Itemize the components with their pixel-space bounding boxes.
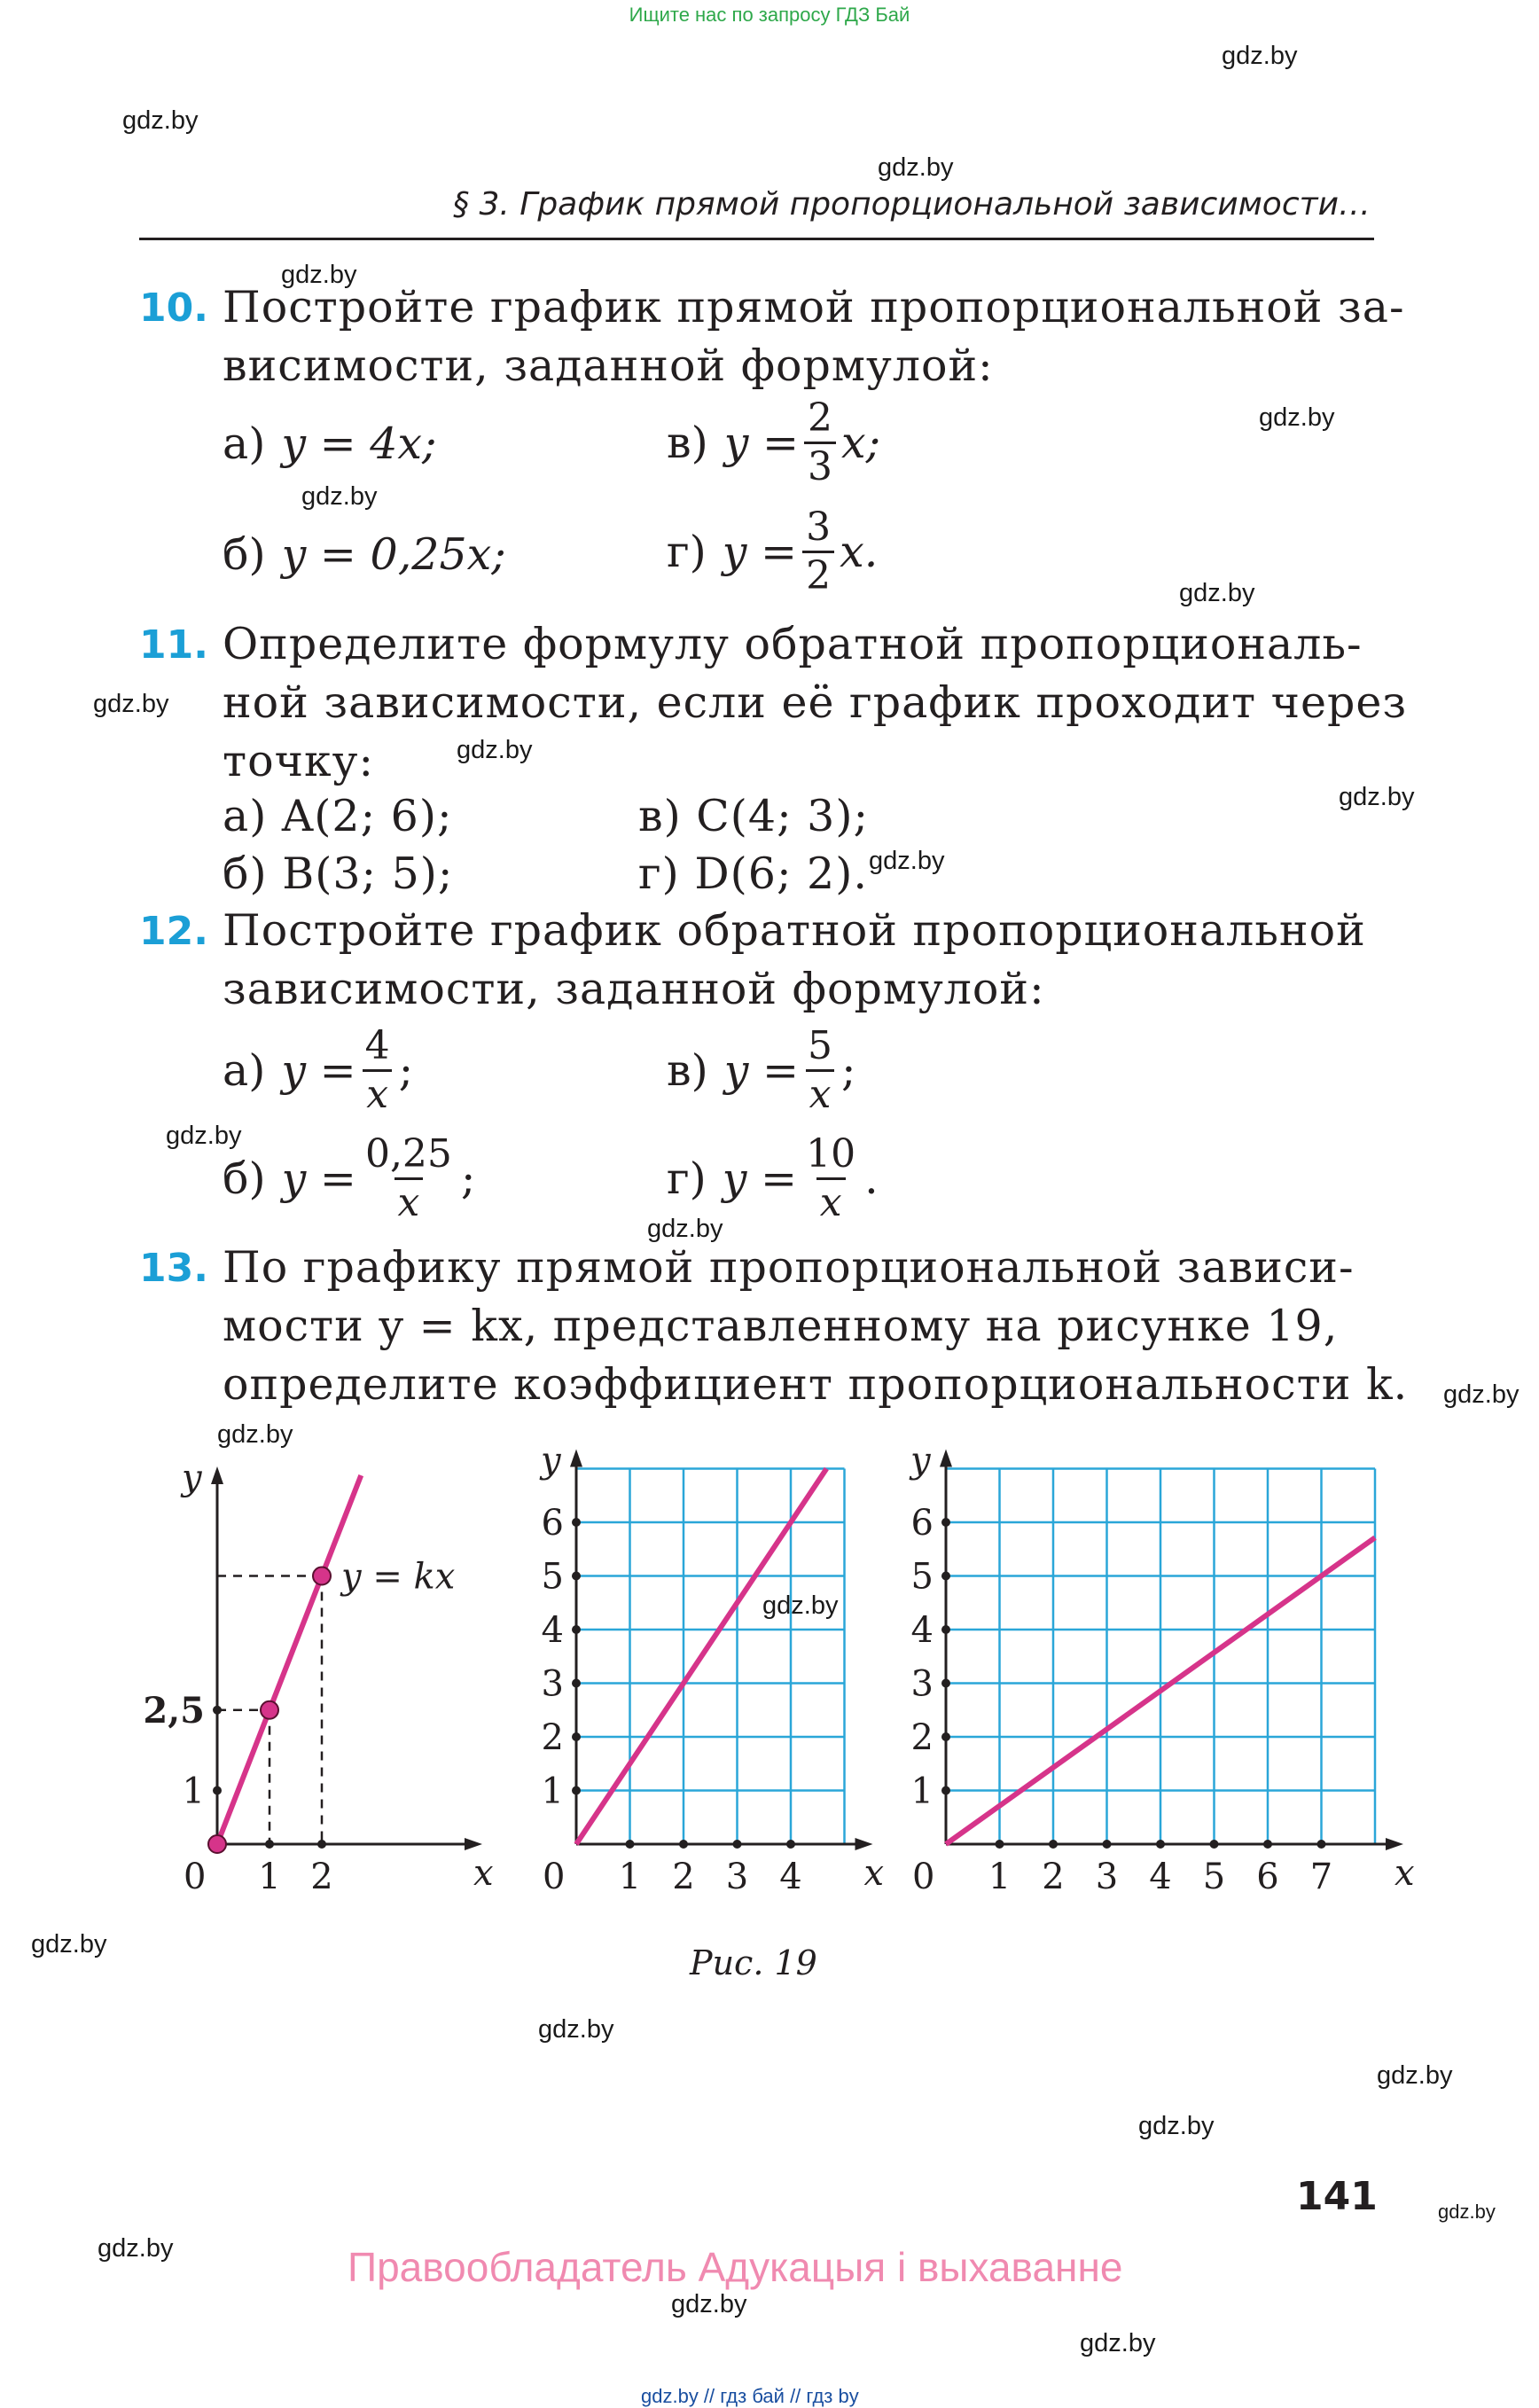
watermark: gdz.by [93, 690, 169, 718]
y-tick [572, 1572, 581, 1581]
option-label: а) [223, 418, 266, 469]
watermark: gdz.by [217, 1420, 293, 1449]
formula-lhs: y = [281, 1045, 356, 1096]
exercise-13-number: 13. [139, 1246, 208, 1291]
exercise-12-number: 12. [139, 909, 208, 954]
x-tick [1049, 1840, 1058, 1849]
option-label: б) [223, 1153, 266, 1204]
exercise-12-line-1: Постройте график обратной пропорциональной [223, 905, 1366, 956]
y-tick [572, 1732, 581, 1741]
y-tick-label: 3 [910, 1663, 934, 1705]
exercise-11-option-b: б) B(3; 5); [223, 848, 454, 899]
x-tick [626, 1840, 635, 1849]
formula-lhs: y = [722, 1153, 798, 1204]
watermark: gdz.by [869, 847, 945, 875]
x-tick-label: 5 [1202, 1857, 1226, 1897]
formula: y = 0,25x; [281, 529, 506, 580]
formula-lhs: y = [722, 527, 798, 577]
watermark: gdz.by [671, 2290, 747, 2318]
data-point [208, 1835, 226, 1853]
watermark: gdz.by [457, 736, 533, 764]
x-tick-label: 2 [310, 1857, 333, 1897]
x-tick [996, 1840, 1004, 1849]
y-tick-label: 4 [541, 1610, 564, 1651]
exercise-10-line-1: Постройте график прямой пропорциональной за- [223, 282, 1405, 332]
x-tick-label: 3 [1095, 1857, 1119, 1897]
y-tick [941, 1679, 950, 1688]
formula-rhs: x. [840, 527, 879, 577]
x-tick-label: 3 [725, 1857, 749, 1897]
option-label: б) [223, 529, 266, 580]
exercise-11-option-a: а) A(2; 6); [223, 791, 453, 841]
exercise-13-line-2: мости y = kx, представленному на рисунке 19, [223, 1301, 1339, 1351]
y-axis-arrow [570, 1450, 582, 1467]
watermark: gdz.by [281, 261, 357, 289]
data-point [261, 1701, 278, 1719]
x-tick [1263, 1840, 1272, 1849]
y-tick-label: 2 [541, 1717, 564, 1758]
y-tick [572, 1679, 581, 1688]
x-tick-label: 7 [1309, 1857, 1333, 1897]
data-point [313, 1568, 331, 1585]
formula-end: ; [398, 1045, 414, 1096]
x-axis-label: x [1394, 1853, 1415, 1894]
y-tick [572, 1786, 581, 1795]
exercise-12-line-2: зависимости, заданной формулой: [223, 964, 1045, 1014]
x-axis-arrow [465, 1838, 482, 1850]
exercise-11-line-3: точку: [223, 736, 374, 786]
watermark: gdz.by [538, 2015, 614, 2044]
x-tick-label: 1 [618, 1857, 642, 1897]
exercise-10-line-2: висимости, заданной формулой: [223, 340, 994, 391]
y-tick-label: 1 [541, 1771, 564, 1812]
y-tick-label: 1 [910, 1771, 934, 1812]
y-tick-label: 6 [910, 1503, 934, 1544]
y-tick-label: 6 [541, 1503, 564, 1544]
origin-label: 0 [184, 1857, 207, 1897]
x-tick [1103, 1840, 1112, 1849]
exercise-13-line-3: определите коэффициент пропорциональности k. [223, 1359, 1409, 1410]
option-label: в) [667, 418, 708, 468]
formula-end: ; [460, 1153, 476, 1204]
denominator: 3 [804, 442, 836, 487]
section-header: § 3. График прямой пропорциональной зависимости… [453, 186, 1371, 223]
x-tick [786, 1840, 795, 1849]
y-tick [941, 1786, 950, 1795]
x-axis-label: x [863, 1853, 885, 1894]
y-tick-label: 2 [910, 1717, 934, 1758]
y-tick [213, 1706, 222, 1715]
line-y-kx [576, 1469, 826, 1845]
numerator: 2 [808, 395, 833, 441]
line-y-kx [217, 1475, 361, 1844]
y-axis-label: y [910, 1440, 931, 1482]
y-axis-label: y [541, 1440, 561, 1482]
watermark: gdz.by [762, 1591, 839, 1620]
denominator: x [816, 1177, 846, 1223]
exercise-10-number: 10. [139, 285, 208, 331]
x-tick [265, 1840, 274, 1849]
exercise-11-option-g: г) D(6; 2). [638, 848, 868, 899]
page-number: 141 [1296, 2174, 1378, 2219]
graph-2 [539, 1441, 884, 1898]
numerator: 4 [364, 1023, 390, 1068]
y-axis-label: y [182, 1458, 202, 1498]
watermark: gdz.by [122, 106, 199, 135]
watermark: gdz.by [1259, 403, 1335, 432]
option-label: г) [667, 1153, 707, 1204]
watermark: gdz.by [31, 1930, 107, 1958]
exercise-11-line-2: ной зависимости, если её график проходит через [223, 677, 1408, 728]
x-tick [1156, 1840, 1165, 1849]
watermark: gdz.by [647, 1215, 723, 1243]
x-tick-label: 6 [1256, 1857, 1279, 1897]
numerator: 10 [806, 1131, 856, 1177]
watermark: gdz.by [1080, 2329, 1156, 2357]
origin-label: 0 [543, 1857, 566, 1897]
x-tick [733, 1840, 742, 1849]
y-tick-label: 5 [541, 1556, 564, 1598]
watermark: gdz.by [166, 1122, 242, 1150]
y-tick-label: 4 [910, 1610, 934, 1651]
y-tick [213, 1786, 222, 1795]
watermark: gdz.by [1443, 1380, 1519, 1409]
top-banner[interactable]: Ищите нас по запросу ГДЗ Бай [629, 4, 910, 26]
formula-end: . [864, 1153, 879, 1204]
y-tick [941, 1625, 950, 1634]
x-axis-label: x [473, 1853, 494, 1894]
numerator: 5 [808, 1023, 833, 1068]
option-label: г) [667, 527, 707, 577]
numerator: 3 [806, 504, 832, 550]
denominator: x [363, 1069, 392, 1114]
x-tick-label: 4 [1149, 1857, 1172, 1897]
y-axis-arrow [940, 1450, 952, 1467]
formula-lhs: y = [723, 1045, 800, 1096]
option-label: а) [223, 1045, 266, 1096]
graph-1 [143, 1458, 493, 1897]
x-axis-arrow [1386, 1838, 1403, 1850]
y-axis-arrow [211, 1466, 223, 1484]
denominator: x [806, 1069, 835, 1114]
y-tick-label: 5 [910, 1556, 934, 1598]
watermark: gdz.by [1339, 783, 1415, 811]
x-tick [1210, 1840, 1219, 1849]
watermark: gdz.by [301, 482, 378, 511]
x-tick-label: 1 [258, 1857, 281, 1897]
exercise-13-line-1: По графику прямой пропорциональной зависи- [223, 1242, 1355, 1293]
figure-caption: Рис. 19 [690, 1943, 817, 1982]
y-tick [941, 1572, 950, 1581]
x-tick-label: 2 [672, 1857, 695, 1897]
formula-end: ; [841, 1045, 856, 1096]
exercise-11-line-1: Определите формулу обратной пропорциональ- [223, 619, 1363, 669]
y-tick-label: 1 [182, 1771, 205, 1812]
watermark: gdz.by [1222, 42, 1298, 70]
x-tick-label: 2 [1042, 1857, 1065, 1897]
x-tick [317, 1840, 326, 1849]
copyright: Правообладатель Адукацыя і выхаванне [348, 2244, 1123, 2290]
option-label: в) [667, 1045, 708, 1096]
watermark: gdz.by [1179, 579, 1255, 607]
y-tick-label: 3 [541, 1663, 564, 1705]
origin-label: 0 [912, 1857, 935, 1897]
y-tick [572, 1518, 581, 1527]
watermark: gdz.by [98, 2234, 174, 2263]
x-tick [679, 1840, 688, 1849]
y-tick [941, 1732, 950, 1741]
y-tick [572, 1625, 581, 1634]
exercise-11-option-v: в) C(4; 3); [638, 791, 869, 841]
x-axis-arrow [855, 1838, 873, 1850]
formula-rhs: x; [841, 418, 881, 468]
numerator: 0,25 [364, 1131, 452, 1177]
exercise-11-number: 11. [139, 622, 208, 668]
y-tick-label: 2,5 [143, 1689, 205, 1732]
graph-3 [909, 1441, 1415, 1898]
watermark: gdz.by [1377, 2061, 1453, 2090]
formula: y = 4x; [281, 418, 437, 469]
x-tick-label: 4 [779, 1857, 802, 1897]
denominator: 2 [802, 551, 834, 596]
watermark: gdz.by [878, 153, 954, 182]
watermark: gdz.by [1138, 2112, 1215, 2140]
watermark: gdz.by [1438, 2201, 1496, 2223]
denominator: x [395, 1177, 424, 1223]
y-tick [941, 1518, 950, 1527]
formula-lhs: y = [723, 418, 800, 468]
line-label: y = kx [341, 1556, 456, 1598]
footer-links[interactable]: gdz.by // гдз бай // гдз by [641, 2385, 859, 2407]
formula-lhs: y = [281, 1153, 356, 1204]
x-tick [1317, 1840, 1326, 1849]
x-tick-label: 1 [988, 1857, 1012, 1897]
